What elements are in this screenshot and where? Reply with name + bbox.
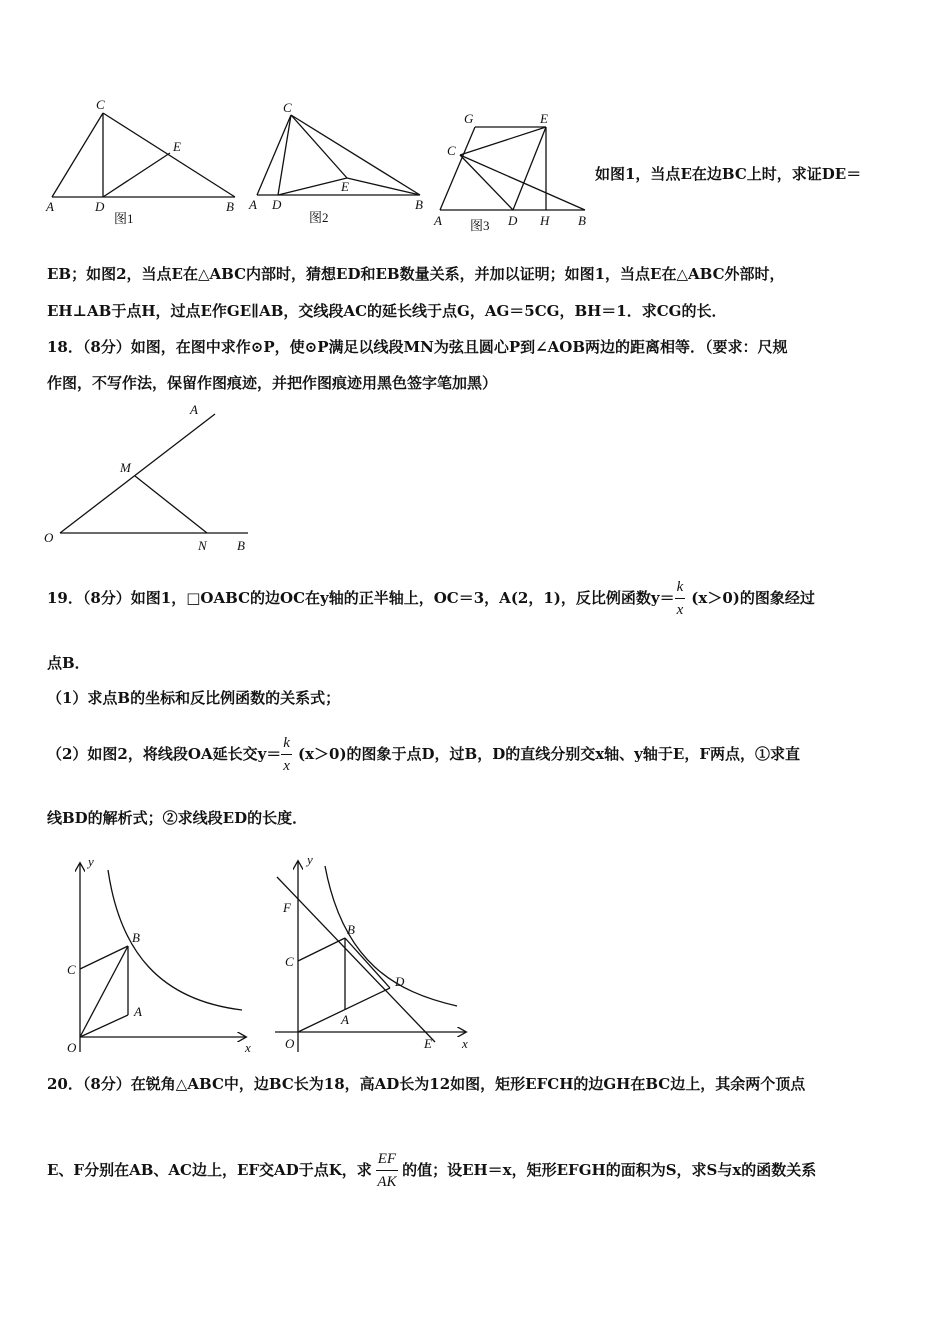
q19-f1-label-a: A (134, 1004, 142, 1019)
q19-f2-label-a: A (341, 1012, 349, 1027)
fig3-label-a: A (434, 213, 442, 228)
q17-line-2: EB；如图2，当点E在△ABC内部时，猜想ED和EB数量关系，并加以证明；如图1，当点E在△ABC外部时， (47, 265, 785, 283)
fig1-label-e: E (173, 139, 181, 154)
q19-f1-label-c: C (67, 962, 76, 977)
fig2-label-c: C (283, 100, 292, 115)
fig2-label-e: E (341, 179, 349, 194)
q19-f2-label-b: B (347, 922, 355, 937)
q18-line-1: 18．（8分）如图，在图中求作⊙P，使⊙P满足以线段MN为弦且圆心P到∠AOB两边的距离相等．（要求：尺规 (47, 338, 788, 356)
q20-fraction-ef-over-ak (376, 1148, 398, 1193)
figure-3-triangle (430, 105, 595, 240)
q19-f2-label-o: O (285, 1036, 295, 1051)
q19-f1-label-x: x (245, 1040, 251, 1055)
fig1-caption: 图1 (114, 211, 134, 226)
q19-figure-1-graph (50, 852, 260, 1062)
q19-part-2 (47, 722, 800, 786)
fig3-label-g: G (464, 111, 474, 126)
q19-frac-den: x (676, 601, 684, 618)
q19-line-2: 点B． (47, 654, 90, 672)
q19-part-2-c: 线BD的解析式；②求线段ED的长度． (47, 809, 308, 827)
q20-line-2-b: 的值；设EH＝x，矩形EFGH的面积为S，求S与x的函数关系 (402, 1161, 817, 1179)
fig3-label-e: E (540, 111, 548, 126)
q18-line-2: 作图，不写作法，保留作图痕迹，并把作图痕迹用黑色签字笔加黑） (47, 374, 498, 392)
q19-f2-label-d: D (395, 974, 405, 989)
q19-part-2-a: （2）如图2，将线段OA延长交y＝ (47, 745, 282, 763)
q18-label-a: A (190, 402, 198, 417)
q19-part-2-b: (x＞0)的图象于点D，过B，D的直线分别交x轴、y轴于E，F两点，①求直 (297, 745, 800, 763)
q19-f2-label-c: C (285, 954, 294, 969)
q18-label-n: N (198, 538, 207, 553)
fig3-label-d: D (508, 213, 518, 228)
q18-angle-figure (40, 400, 255, 555)
q19-part-2-frac-num: k (281, 732, 292, 755)
q19-f1-label-o: O (67, 1040, 77, 1055)
fig1-label-d: D (95, 199, 105, 214)
q20-line-2-a: E、F分别在AB、AC边上，EF交AD于点K，求 (47, 1161, 372, 1179)
fig3-label-c: C (447, 143, 456, 158)
q19-f2-label-x: x (462, 1036, 468, 1051)
fig3-label-h: H (540, 213, 550, 228)
fig1-label-a: A (46, 199, 54, 214)
figure-1-triangle (40, 95, 250, 230)
q20-line-1: 20．（8分）在锐角△ABC中，边BC长为18，高AD长为12如图，矩形EFCH的边GH在BC边上，其余两个顶点 (47, 1075, 806, 1093)
q19-line-1-a: 19．（8分）如图1，□OABC的边OC在y轴的正半轴上，OC＝3，A(2，1)，反比例函数y＝ (47, 589, 675, 607)
q19-part-1: （1）求点B的坐标和反比例函数的关系式； (47, 689, 341, 707)
q17-line-1: 如图1，当点E在边BC上时，求证DE＝ (595, 165, 862, 183)
q19-figure-2-graph (265, 852, 480, 1062)
fig1-label-c: C (96, 97, 105, 112)
fig2-label-a: A (249, 197, 257, 212)
fig2-label-d: D (272, 197, 282, 212)
fig2-caption: 图2 (309, 210, 329, 225)
q19-f1-label-b: B (132, 930, 140, 945)
q19-f1-label-y: y (88, 854, 94, 869)
fig3-caption: 图3 (470, 218, 490, 233)
q19-frac-num: k (675, 576, 686, 599)
q20-frac-den: AK (377, 1173, 397, 1190)
q19-part-2-frac-den: x (283, 757, 290, 774)
q20-frac-num: EF (376, 1148, 398, 1171)
q19-part-2-fraction (281, 732, 292, 777)
q18-label-b: B (237, 538, 245, 553)
fig3-label-b: B (578, 213, 586, 228)
q20-line-2 (47, 1138, 816, 1202)
fig2-label-b: B (415, 197, 423, 212)
q18-label-m: M (120, 460, 131, 475)
q19-f2-label-f: F (283, 900, 291, 915)
q18-label-o: O (44, 530, 54, 545)
q19-fraction-k-over-x (675, 576, 686, 621)
q19-line-1-b: (x＞0)的图象经过 (691, 589, 815, 607)
q17-line-3: EH⊥AB于点H，过点E作GE∥AB，交线段AC的延长线于点G，AG＝5CG，BH＝1．求CG的长． (47, 302, 727, 320)
q19-line-1 (47, 566, 815, 630)
fig1-label-b: B (226, 199, 234, 214)
q19-f2-label-y: y (307, 852, 313, 867)
q19-f2-label-e: E (424, 1036, 432, 1051)
figure-2-triangle (245, 95, 435, 230)
